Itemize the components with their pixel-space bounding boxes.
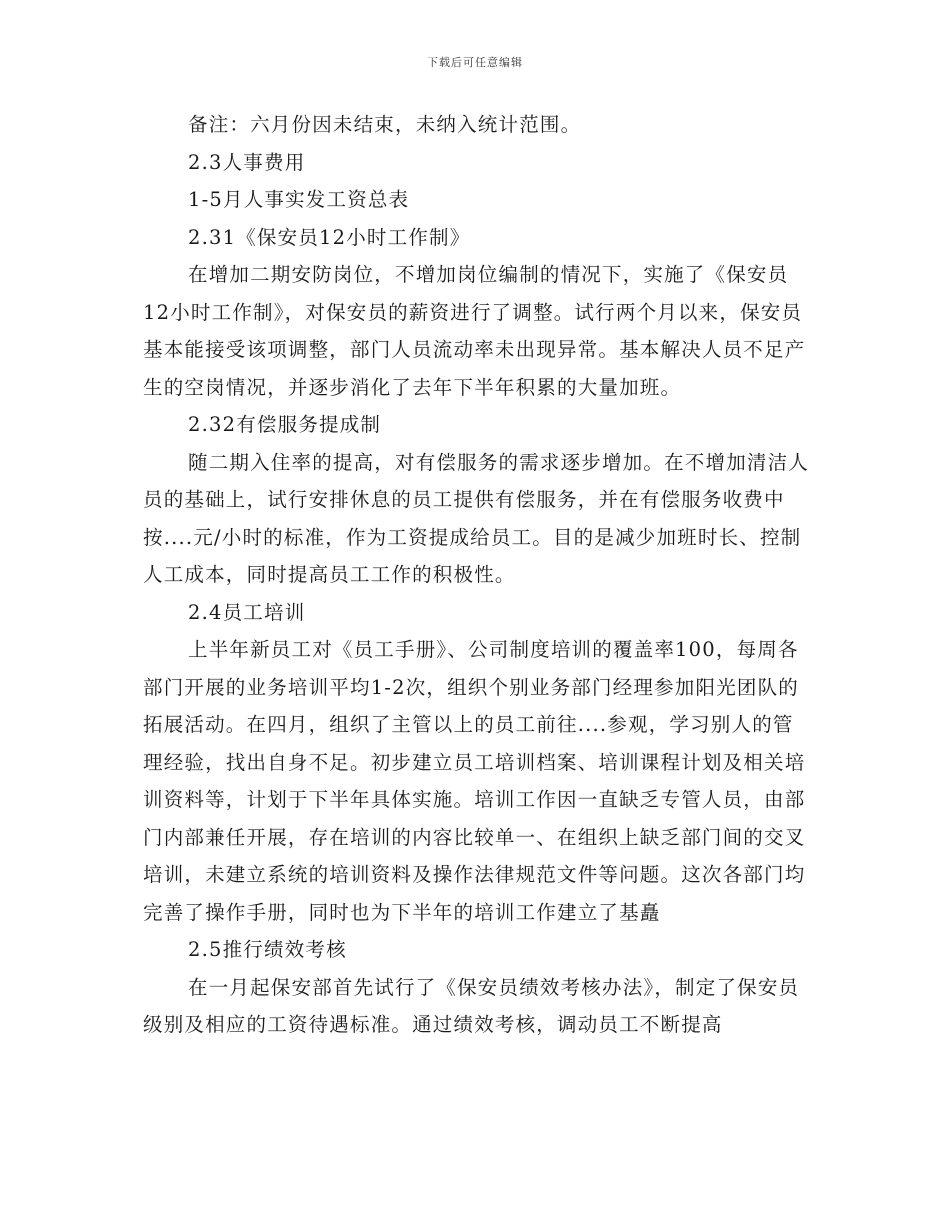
document-body (143, 106, 813, 1044)
body-paragraph: 在一月起保安部首先试行了《保安员绩效考核办法》，制定了保安员级别及相应的工资待遇标准。通过绩效考核，调动员工不断提高 (143, 975, 800, 1036)
section-heading-2-31: 2.31《保安员12小时工作制》 (188, 225, 471, 249)
table-caption: 1-5月人事实发工资总表 (188, 188, 410, 211)
note-paragraph: 备注：六月份因未结束，未纳入统计范围。 (188, 113, 582, 136)
body-paragraph: 上半年新员工对《员工手册》、公司制度培训的覆盖率100，每周各部门开展的业务培训平均1-2次，组织个别业务部门经理参加阳光团队的拓展活动。在四月，组织了主管以上的员工前往....参观，学习别人的管理经验，找出自身不足。初步建立员工培训档案、培训课程计划及相关培训资料等，计划于下半年具体实施。培训工作因一直缺乏专管人员，由部门内部兼任开展，存在培训的内容比较单一、在组织上缺乏部门间的交叉培训，未建立系统的培训资料及操作法律规范文件等问题。这次各部门均完善了操作手册，同时也为下半年的培训工作建立了基矗 (143, 638, 806, 924)
section-heading-2-32: 2.32有偿服务提成制 (188, 413, 382, 436)
body-paragraph: 在增加二期安防岗位，不增加岗位编制的情况下，实施了《保安员12小时工作制》，对保安员的薪资进行了调整。试行两个月以来，保安员基本能接受该项调整，部门人员流动率未出现异常。基本解决人员不足产生的空岗情况，并逐步消化了去年下半年积累的大量加班。 (143, 263, 806, 399)
page-header: 下载后可任意编辑 (427, 56, 523, 69)
section-heading-2-4: 2.4员工培训 (188, 600, 306, 624)
section-heading-2-5: 2.5推行绩效考核 (188, 938, 347, 961)
section-heading-2-3: 2.3人事费用 (188, 150, 306, 174)
body-paragraph: 随二期入住率的提高，对有偿服务的需求逐步增加。在不增加清洁人员的基础上，试行安排休息的员工提供有偿服务，并在有偿服务收费中按....元/小时的标准，作为工资提成给员工。目的是减少加班时长、控制人工成本，同时提高员工工作的积极性。 (143, 450, 810, 586)
